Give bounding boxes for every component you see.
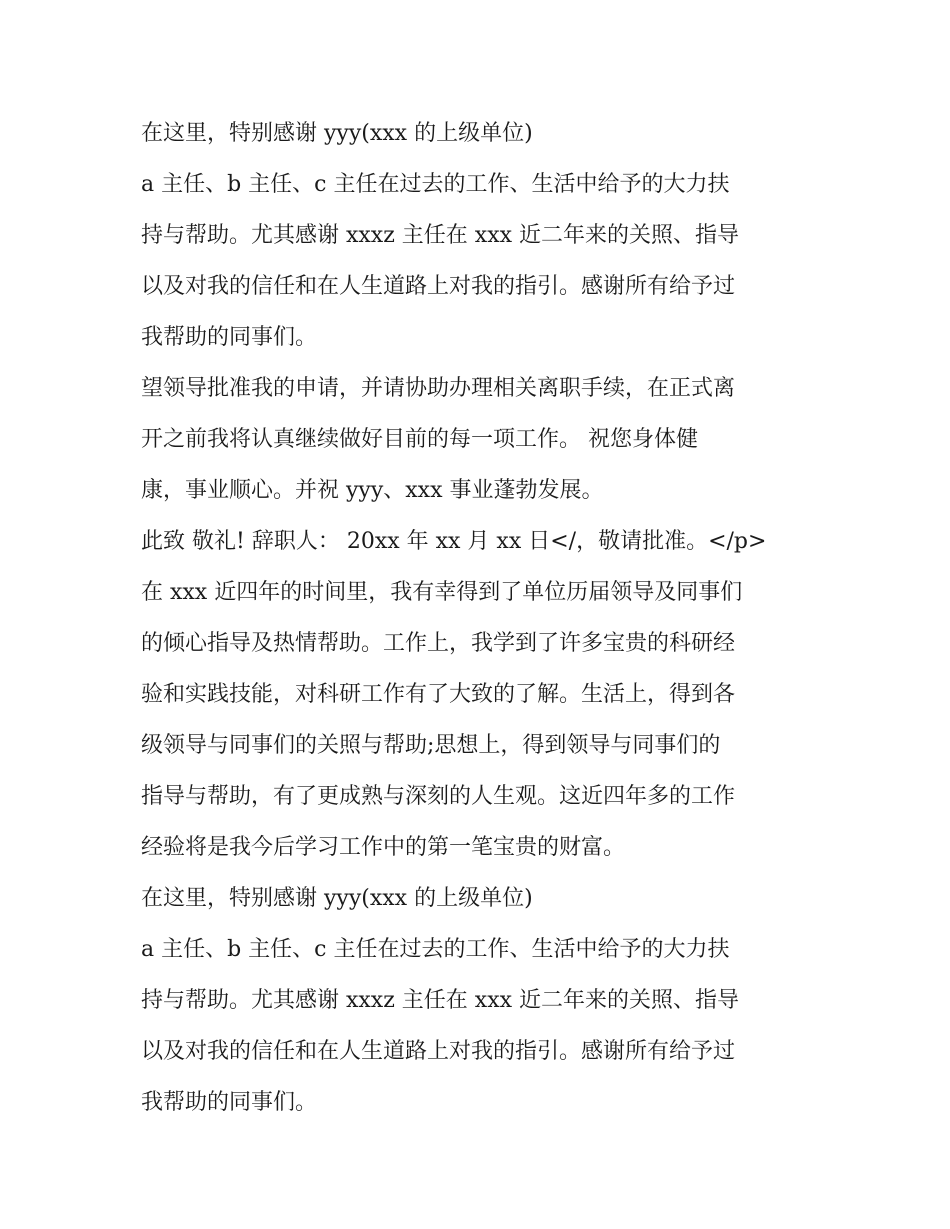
text-line: a 主任、b 主任、c 主任在过去的工作、生活中给予的大力扶 — [141, 937, 730, 962]
text-line: 经验将是我今后学习工作中的第一笔宝贵的财富。 — [141, 835, 626, 860]
text-line: 康，事业顺心。并祝 yyy、xxx 事业蓬勃发展。 — [141, 478, 604, 503]
text-line: 我帮助的同事们。 — [141, 325, 318, 350]
text-line: 望领导批准我的申请，并请协助办理相关离职手续，在正式离 — [141, 376, 736, 401]
text-line: 在 xxx 近四年的时间里，我有幸得到了单位历届领导及同事们 — [141, 580, 743, 605]
text-line: 持与帮助。尤其感谢 xxxz 主任在 xxx 近二年来的关照、指导 — [141, 223, 740, 248]
text-line: a 主任、b 主任、c 主任在过去的工作、生活中给予的大力扶 — [141, 172, 730, 197]
text-line: 以及对我的信任和在人生道路上对我的指引。感谢所有给予过 — [141, 274, 736, 299]
text-line: 持与帮助。尤其感谢 xxxz 主任在 xxx 近二年来的关照、指导 — [141, 988, 740, 1013]
document-body — [141, 108, 821, 1128]
text-line: 以及对我的信任和在人生道路上对我的指引。感谢所有给予过 — [141, 1039, 736, 1064]
text-line: 指导与帮助，有了更成熟与深刻的人生观。这近四年多的工作 — [141, 784, 736, 809]
text-line: 在这里，特别感谢 yyy(xxx 的上级单位) — [141, 121, 533, 146]
text-line: 验和实践技能，对科研工作有了大致的了解。生活上，得到各 — [141, 682, 736, 707]
text-line: 级领导与同事们的关照与帮助;思想上，得到领导与同事们的 — [141, 733, 721, 758]
text-line: 我帮助的同事们。 — [141, 1090, 318, 1115]
text-line: 的倾心指导及热情帮助。工作上，我学到了许多宝贵的科研经 — [141, 631, 736, 656]
text-line: 在这里，特别感谢 yyy(xxx 的上级单位) — [141, 886, 533, 911]
text-line: 开之前我将认真继续做好目前的每一项工作。 祝您身体健 — [141, 427, 698, 452]
text-line: 此致 敬礼! 辞职人： 20xx 年 xx 月 xx 日</，敬请批准。</p> — [141, 529, 767, 554]
